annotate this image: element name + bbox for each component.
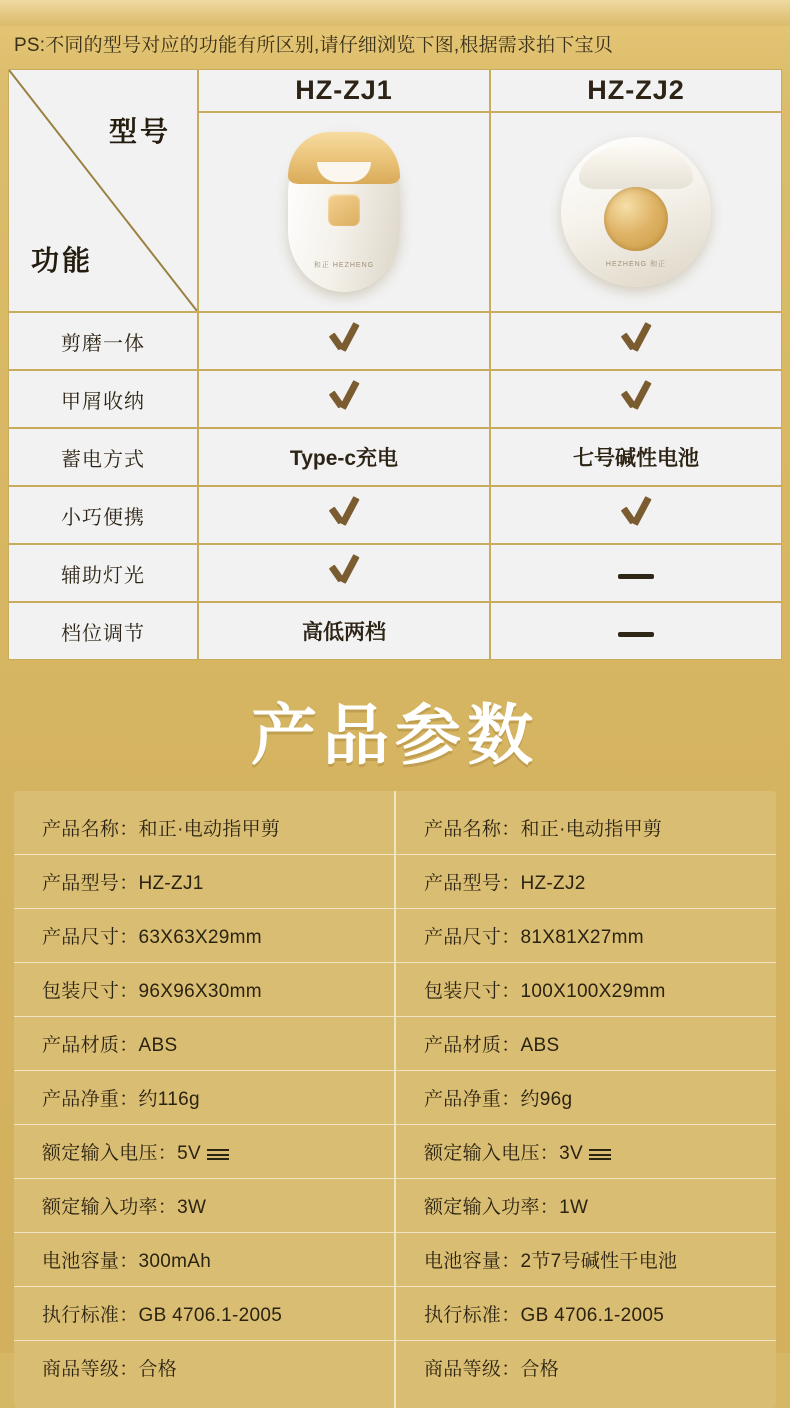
feature-value-zj2 — [490, 370, 782, 428]
spec-row: 商品等级：合格 — [42, 1359, 178, 1380]
spec-row: 产品材质：ABS — [14, 1017, 394, 1071]
feature-value-zj2 — [490, 486, 782, 544]
feature-value-zj1: 高低两档 — [198, 602, 490, 660]
table-row — [8, 312, 782, 370]
feature-label: 辅助灯光 — [8, 544, 198, 602]
spec-row: 产品名称：和正·电动指甲剪 — [396, 801, 776, 855]
corner-model-label: 型号 — [108, 116, 171, 147]
spec-row: 产品型号：HZ-ZJ1 — [14, 855, 394, 909]
feature-value-zj1: Type-c充电 — [198, 428, 490, 486]
feature-label: 甲屑收纳 — [8, 370, 198, 428]
comparison-table — [8, 69, 782, 660]
feature-label: 剪磨一体 — [8, 312, 198, 370]
spec-row-voltage — [14, 1125, 394, 1179]
corner-function-label: 功能 — [31, 245, 94, 276]
spec-row: 执行标准：GB 4706.1-2005 — [14, 1287, 394, 1341]
spec-row: 执行标准：GB 4706.1-2005 — [396, 1287, 776, 1341]
check-icon — [619, 499, 653, 525]
spec-row: 包装尺寸：96X96X30mm — [14, 963, 394, 1017]
check-icon — [619, 325, 653, 351]
feature-value-zj2 — [490, 312, 782, 370]
column-header-zj2: HZ-ZJ2 — [490, 69, 782, 112]
spec-row: 产品材质：ABS — [396, 1017, 776, 1071]
table-row — [8, 486, 782, 544]
check-icon — [327, 557, 361, 583]
table-row — [8, 544, 782, 602]
nail-clipper-zj2-image: HEZHENG 和正 — [491, 119, 781, 305]
feature-value-zj2 — [490, 602, 782, 660]
feature-value-zj1 — [198, 544, 490, 602]
spec-row: 产品尺寸：63X63X29mm — [14, 909, 394, 963]
spec-row: 额定输入功率：3W — [14, 1179, 394, 1233]
dc-current-icon — [589, 1147, 611, 1161]
table-row — [8, 370, 782, 428]
page-title: 产品参数 — [251, 698, 539, 772]
spec-column-zj1 — [14, 791, 396, 1408]
feature-label: 小巧便携 — [8, 486, 198, 544]
spec-voltage-text: 额定输入电压：5V — [42, 1143, 201, 1164]
dc-current-icon — [207, 1147, 229, 1161]
specifications-panel — [14, 791, 776, 1408]
spec-row: 产品净重：约116g — [14, 1071, 394, 1125]
check-icon — [327, 325, 361, 351]
check-icon — [327, 383, 361, 409]
spec-row: 产品净重：约96g — [396, 1071, 776, 1125]
product-image-cell-zj1 — [198, 112, 490, 312]
spec-row: 额定输入功率：1W — [396, 1179, 776, 1233]
feature-value-zj2 — [490, 544, 782, 602]
corner-header-cell — [8, 69, 198, 312]
feature-label: 蓄电方式 — [8, 428, 198, 486]
spec-row-voltage — [396, 1125, 776, 1179]
dash-icon — [618, 632, 654, 637]
table-header-row — [8, 69, 782, 112]
check-icon — [619, 383, 653, 409]
spec-column-zj2 — [396, 791, 776, 1408]
check-icon — [327, 499, 361, 525]
feature-value-zj1 — [198, 370, 490, 428]
spec-row: 包装尺寸：100X100X29mm — [396, 963, 776, 1017]
nail-clipper-zj1-image: 和正 HEZHENG — [199, 119, 489, 305]
table-row — [8, 428, 782, 486]
spec-voltage-text: 额定输入电压：3V — [424, 1143, 583, 1164]
spec-row: 产品名称：和正·电动指甲剪 — [14, 801, 394, 855]
feature-value-zj1 — [198, 486, 490, 544]
dash-icon — [618, 574, 654, 579]
feature-value-zj2: 七号碱性电池 — [490, 428, 782, 486]
spec-row: 电池容量：2节7号碱性干电池 — [396, 1233, 776, 1287]
ps-note: PS:不同的型号对应的功能有所区别,请仔细浏览下图,根据需求拍下宝贝 — [14, 35, 613, 56]
feature-value-zj1 — [198, 312, 490, 370]
product-image-cell-zj2 — [490, 112, 782, 312]
spec-row: 电池容量：300mAh — [14, 1233, 394, 1287]
table-row — [8, 602, 782, 660]
column-header-zj1: HZ-ZJ1 — [198, 69, 490, 112]
feature-label: 档位调节 — [8, 602, 198, 660]
spec-row: 商品等级：合格 — [424, 1359, 560, 1380]
spec-row: 产品尺寸：81X81X27mm — [396, 909, 776, 963]
spec-row: 产品型号：HZ-ZJ2 — [396, 855, 776, 909]
